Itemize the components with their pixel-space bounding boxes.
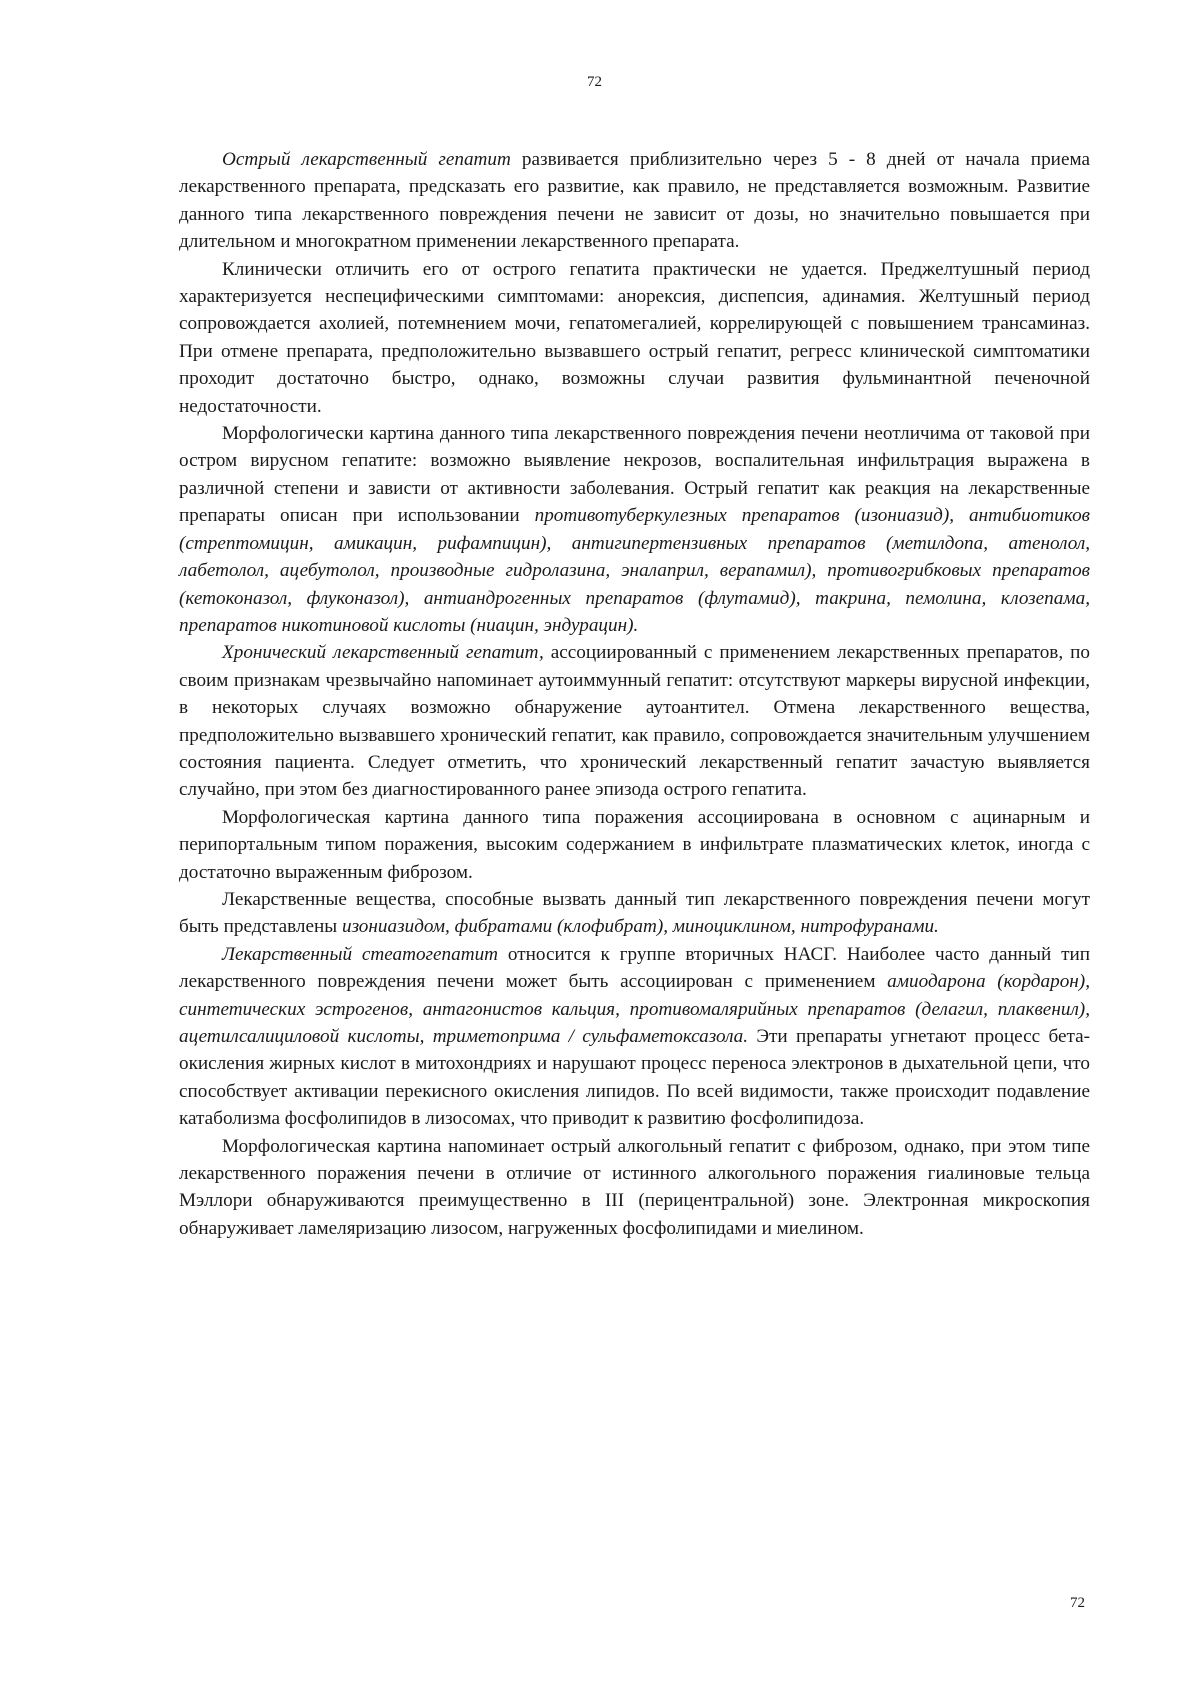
text-segment: развивается приблизительно через 5 - 8 дней от начала приема лекарственного препарата, предсказать его развитие, как правило, не представляется возможным. Развитие данного типа лекарственного повреждения печени не зависит от дозы, но значительно повышается при длительном и многократном применении лекарственного препарата. [179, 149, 1090, 253]
text-segment: Эти препараты угнетают процесс бета-окисления жирных кислот в митохондриях и нарушают процесс переноса электронов в дыхательной цепи, что способствует активации перекисного окисления липидов. По всей видимости, также происходит подавление катаболизма фосфолипидов в лизосомах, что приводит к развитию фосфолипидоза. [179, 1026, 1090, 1130]
paragraph [179, 256, 1090, 420]
text-segment: Клинически отличить его от острого гепатита практически не удается. Преджелтушный период характеризуется неспецифическими симптомами: анорексия, диспепсия, адинамия. Желтушный период сопровождается ахолией, потемнением мочи, гепатомегалией, коррелирующей с повышением трансаминаз. При отмене препарата, предположительно вызвавшего острый гепатит, регресс клинической симптоматики проходит достаточно быстро, однако, возможны случаи развития фульминантной печеночной недостаточности. [179, 258, 1090, 417]
paragraph [179, 639, 1090, 803]
document-body [179, 146, 1090, 1242]
italic-text-segment: изониазидом, фибратами (клофибрат), миноциклином, нитрофуранами. [341, 916, 939, 938]
text-segment: относится к группе вторичных НАСГ. Наиболее часто данный тип лекарственного повреждения печени может быть ассоциирован с применением [179, 943, 1090, 993]
paragraph [179, 146, 1090, 256]
italic-text-segment: Острый лекарственный гепатит [222, 149, 511, 170]
text-segment: Морфологическая картина данного типа поражения ассоциирована в основном с ацинарным и перипортальным типом поражения, высоким содержанием в инфильтрате плазматических клеток, иногда с достаточно выраженным фиброзом. [179, 806, 1090, 883]
page-number-top: 72 [587, 74, 602, 90]
text-segment: Лекарственные вещества, способные вызвать данный тип лекарственного повреждения печени могут быть представлены [179, 888, 1090, 938]
italic-text-segment: амиодарона (кордарон), синтетических эстрогенов, антагонистов кальция, противомалярийных препаратов (делагил, плаквенил), ацетилсалициловой кислоты, триметоприма / сульфаметоксазола. [179, 971, 1090, 1047]
italic-text-segment: противотуберкулезных препаратов (изониазид), антибиотиков (стрептомицин, амикацин, рифампицин), антигипертензивных препаратов (метилдопа, атенолол, лабетолол, ацебутолол, производные гидролазина, эналаприл, верапамил), противогрибковых препаратов (кетоконазол, флуконазол), антиандрогенных препаратов (флутамид), такрина, пемолина, клозепама, препаратов никотиновой кислоты (ниацин, эндурацин). [179, 505, 1090, 636]
paragraph [179, 804, 1090, 886]
text-segment: ассоциированный с применением лекарственных препаратов, по своим признакам чрезвычайно напоминает аутоиммунный гепатит: отсутствуют маркеры вирусной инфекции, в некоторых случаях возможно обнаружение аутоантител. Отмена лекарственного вещества, предположительно вызвавшего хронический гепатит, как правило, сопровождается значительным улучшением состояния пациента. Следует отметить, что хронический лекарственный гепатит зачастую выявляется случайно, при этом без диагностированного ранее эпизода острого гепатита. [179, 642, 1090, 801]
paragraph [179, 420, 1090, 639]
paragraph [179, 886, 1090, 941]
italic-text-segment: Хронический лекарственный гепатит, [222, 642, 544, 664]
text-segment: Морфологически картина данного типа лекарственного повреждения печени неотличима от таковой при остром вирусном гепатите: возможно выявление некрозов, воспалительная инфильтрация выражена в различной степени и зависти от активности заболевания. Острый гепатит как реакция на лекарственные препараты описан при использовании [179, 423, 1090, 527]
paragraph [179, 1133, 1090, 1243]
page-number-bottom: 72 [1070, 1595, 1085, 1611]
italic-text-segment: Лекарственный стеатогепатит [222, 943, 499, 965]
paragraph [179, 941, 1090, 1133]
text-segment: Морфологическая картина напоминает острый алкогольный гепатит с фиброзом, однако, при этом типе лекарственного поражения печени в отличие от истинного алкогольного поражения гиалиновые тельца Мэллори обнаруживаются преимущественно в III (перицентральной) зоне. Электронная микроскопия обнаруживает ламеляризацию лизосом, нагруженных фосфолипидами и миелином. [179, 1135, 1090, 1239]
